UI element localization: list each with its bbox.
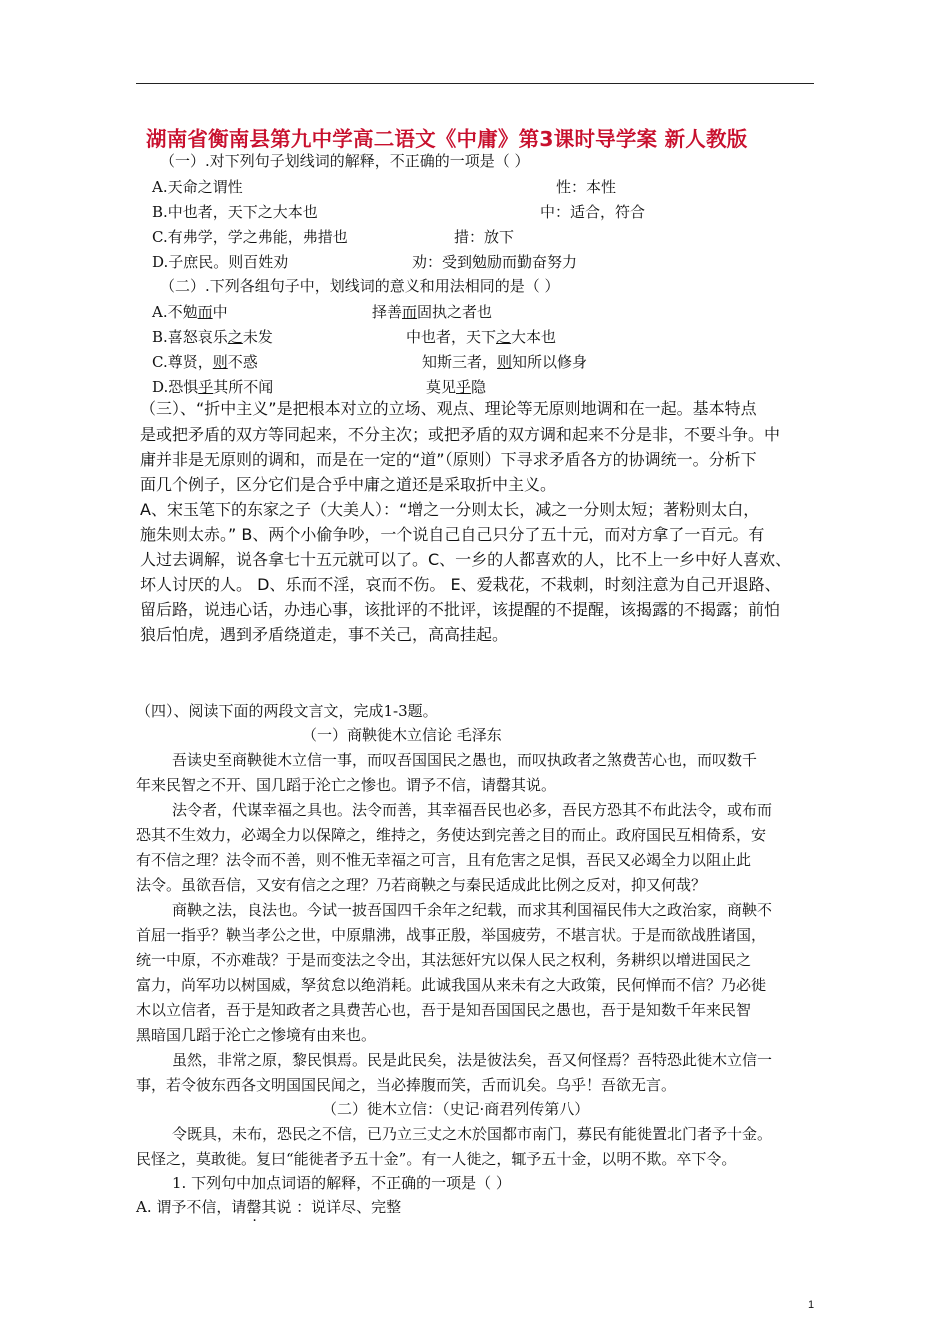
q1-option-b-gloss: 中：适合，符合 xyxy=(540,203,646,221)
q2-option-c-left: C.尊贤，则不惑 xyxy=(152,353,258,371)
q4-p2-line: 法令者，代谋幸福之具也。法令而善，其幸福吾民也必多，吾民方恐其不布此法令，或布而 xyxy=(172,801,773,819)
q2-option-d-left: D.恐惧乎其所不闻 xyxy=(152,378,274,396)
q1-option-a-gloss: 性：本性 xyxy=(556,178,617,196)
q3-line: 庸并非是无原则的调和，而是在一定的“道”（原则）下寻求矛盾各方的协调统一。分析下 xyxy=(140,450,757,469)
q3-line: （三）、“折中主义”是把根本对立的立场、观点、理论等无原则地调和在一起。基本特点 xyxy=(140,399,757,418)
q4-p3-line: 统一中原，不亦难哉？于是而变法之令出，其法惩奸宄以保人民之权利，务耕织以增进国民之 xyxy=(136,951,752,969)
q1-option-a: A.天命之谓性 xyxy=(152,178,243,196)
q3-line: 人过去调解，说各拿七十五元就可以了。C、一乡的人都喜欢的人，比不上一乡中好人喜欢、 xyxy=(140,550,792,569)
q3-line: 留后路，说违心话，办违心事，该批评的不批评，该提醒的不提醒，该揭露的不揭露；前怕 xyxy=(140,600,781,619)
q4-p1-line: 年来民智之不开、国几蹈于沦亡之惨也。谓予不信，请罄其说。 xyxy=(136,776,557,794)
q1-option-c-gloss: 措：放下 xyxy=(454,228,515,246)
q3-line: 是或把矛盾的双方等同起来，不分主次；或把矛盾的双方调和起来不分是非，不要斗争。中 xyxy=(140,425,781,444)
q4-p2-line: 有不信之理？法令而不善，则不惟无幸福之可言，且有危害之足惧，吾民又必竭全力以阻止此 xyxy=(136,851,752,869)
q4-item1-option-a: A. 谓予不信，请罄其说 ：说详尽、完整 xyxy=(136,1198,402,1216)
q3-line: 面几个例子，区分它们是合乎中庸之道还是采取折中主义。 xyxy=(140,475,557,494)
q1-option-b: B.中也者，天下之大本也 xyxy=(152,203,318,221)
emphasis-dot-word: 罄 xyxy=(246,1198,262,1216)
q4-p3-line: 黑暗国几蹈于沦亡之惨境有由来也。 xyxy=(136,1026,377,1044)
q2-stem: （二）.下列各组句子中，划线词的意义和用法相同的是（ ） xyxy=(160,277,560,295)
q1-option-c: C.有弗学，学之弗能，弗措也 xyxy=(152,228,348,246)
q4-p2-line: 恐其不生效力，必竭全力以保障之，维持之，务使达到完善之目的而止。政府国民互相倚系，安 xyxy=(136,826,767,844)
header-rule xyxy=(136,83,814,84)
q1-option-d-gloss: 劝：受到勉励而勤奋努力 xyxy=(412,253,578,271)
q4-p4-line: 事，若令彼东西各文明国国民闻之，当必捧腹而笑，舌而讥矣。乌乎！吾欲无言。 xyxy=(136,1076,677,1094)
q3-line: A、宋玉笔下的东家之子（大美人）：“增之一分则太长，减之一分则太短；著粉则太白， xyxy=(140,500,760,519)
q4-p5-line: 令既具，未布，恐民之不信，已乃立三丈之木於国都市南门，募民有能徙置北门者予十金。 xyxy=(172,1125,773,1143)
q3-line: 狼后怕虎，遇到矛盾绕道走，事不关己，高高挂起。 xyxy=(140,625,509,644)
q4-p2-line: 法令。虽欲吾信，又安有信之之理？乃若商鞅之与秦民适成此比例之反对，抑又何哉？ xyxy=(136,876,707,894)
q1-option-d: D.子庶民。则百姓劝 xyxy=(152,253,289,271)
q4-p3-line: 商鞅之法，良法也。今试一披吾国四千余年之纪载，而求其利国福民伟大之政治家，商鞅不 xyxy=(172,901,773,919)
q4-p4-line: 虽然，非常之原，黎民惧焉。民是此民矣，法是彼法矣，吾又何怪焉？吾特恐此徙木立信一 xyxy=(172,1051,773,1069)
q2-option-b-left: B.喜怒哀乐之未发 xyxy=(152,328,273,346)
q2-option-b-right: 中也者，天下之大本也 xyxy=(406,328,557,346)
page-number: 1 xyxy=(808,1299,815,1311)
q2-option-c-right: 知斯三者，则知所以修身 xyxy=(422,353,588,371)
q2-option-d-right: 莫见乎隐 xyxy=(426,378,487,396)
q4-p5-line: 民怪之，莫敢徙。复曰“能徙者予五十金”。有一人徙之，辄予五十金，以明不欺。卒下令。 xyxy=(136,1150,737,1168)
q4-item1-stem: 1. 下列句中加点词语的解释，不正确的一项是（ ） xyxy=(172,1174,511,1192)
q3-line: 坏人讨厌的人。 D、乐而不淫，哀而不伤。 E、爱栽花，不栽刺，时刻注意为自己开退路、 xyxy=(140,575,781,594)
q2-option-a-right: 择善而固执之者也 xyxy=(372,303,493,321)
page-title: 湖南省衡南县第九中学高二语文《中庸》第3课时导学案 新人教版 xyxy=(146,127,748,151)
q4-p1-line: 吾读史至商鞅徙木立信一事，而叹吾国国民之愚也，而叹执政者之煞费苦心也，而叹数千 xyxy=(172,751,758,769)
q3-line: 施朱则太赤。” B、两个小偷争吵，一个说自己自己只分了五十元，而对方拿了一百元。有 xyxy=(140,525,765,544)
q2-option-a-left: A.不勉而中 xyxy=(152,303,228,321)
q4-passage2-heading: （二）徙木立信：（史记·商君列传第八） xyxy=(322,1100,590,1118)
q1-stem: （一）.对下列句子划线词的解释，不正确的一项是（ ） xyxy=(160,152,530,170)
q4-stem: （四）、阅读下面的两段文言文，完成1-3题。 xyxy=(136,702,438,720)
q4-p3-line: 木以立信者，吾于是知政者之具费苦心也，吾于是知吾国国民之愚也，吾于是知数千年来民智 xyxy=(136,1001,752,1019)
q4-p3-line: 首屈一指乎？鞅当孝公之世，中原鼎沸，战事正殷，举国疲劳，不堪言状。于是而欲战胜诸国， xyxy=(136,926,767,944)
q4-p3-line: 富力，尚军功以树国威，孥贫怠以绝消耗。此诚我国从来未有之大政策，民何惮而不信？乃必徙 xyxy=(136,976,767,994)
q4-passage1-heading: （一）商鞅徙木立信论 毛泽东 xyxy=(302,726,502,744)
